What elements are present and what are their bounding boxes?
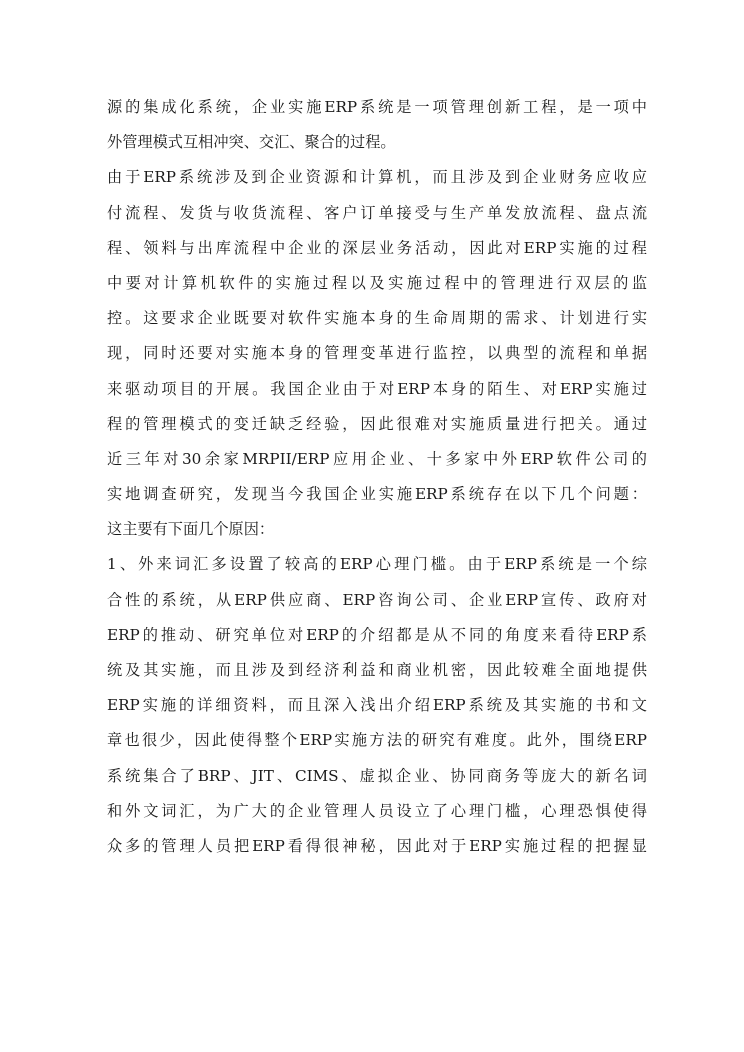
text-line: 程、领料与出库流程中企业的深层业务活动，因此对ERP实施的过程: [107, 238, 647, 257]
text-line: 由于ERP系统涉及到企业资源和计算机，而且涉及到企业财务应收应: [107, 168, 647, 187]
text-line: 近三年对30余家MRPII/ERP应用企业、十多家中外ERP软件公司的: [107, 449, 647, 468]
text-line: 现，同时还要对实施本身的管理变革进行监控，以典型的流程和单据: [107, 344, 647, 363]
text-line: 章也很少，因此使得整个ERP实施方法的研究有难度。此外，围绕ERP: [107, 731, 647, 750]
text-line: ERP实施的详细资料，而且深入浅出介绍ERP系统及其实施的书和文: [107, 696, 647, 715]
text-line: 和外文词汇，为广大的企业管理人员设立了心理门槛，心理恐惧使得: [107, 801, 647, 820]
text-line: 来驱动项目的开展。我国企业由于对ERP本身的陌生、对ERP实施过: [107, 379, 647, 398]
text-line: 中要对计算机软件的实施过程以及实施过程中的管理进行双层的监: [107, 273, 647, 292]
text-line: 众多的管理人员把ERP看得很神秘，因此对于ERP实施过程的把握显: [107, 836, 647, 855]
body-text: [107, 90, 647, 864]
text-line: 统及其实施，而且涉及到经济利益和商业机密，因此较难全面地提供: [107, 661, 647, 679]
text-line: 系统集合了BRP、JIT、CIMS、虚拟企业、协同商务等庞大的新名词: [107, 766, 647, 785]
text-line: 外管理模式互相冲突、交汇、聚合的过程。: [107, 133, 396, 152]
text-line: 程的管理模式的变迁缺乏经验，因此很难对实施质量进行把关。通过: [107, 414, 647, 433]
text-line: 这主要有下面几个原因：: [107, 520, 275, 539]
text-line: 付流程、发货与收货流程、客户订单接受与生产单发放流程、盘点流: [107, 203, 647, 222]
text-line: 1、外来词汇多设置了较高的ERP心理门槛。由于ERP系统是一个综: [107, 555, 647, 574]
text-line: 控。这要求企业既要对软件实施本身的生命周期的需求、计划进行实: [107, 309, 647, 328]
text-line: ERP的推动、研究单位对ERP的介绍都是从不同的角度来看待ERP系: [107, 625, 647, 644]
text-line: 实地调查研究，发现当今我国企业实施ERP系统存在以下几个问题：: [107, 485, 647, 504]
text-line: 源的集成化系统，企业实施ERP系统是一项管理创新工程，是一项中: [107, 98, 647, 116]
text-line: 合性的系统，从ERP供应商、ERP咨询公司、企业ERP宣传、政府对: [107, 590, 647, 609]
